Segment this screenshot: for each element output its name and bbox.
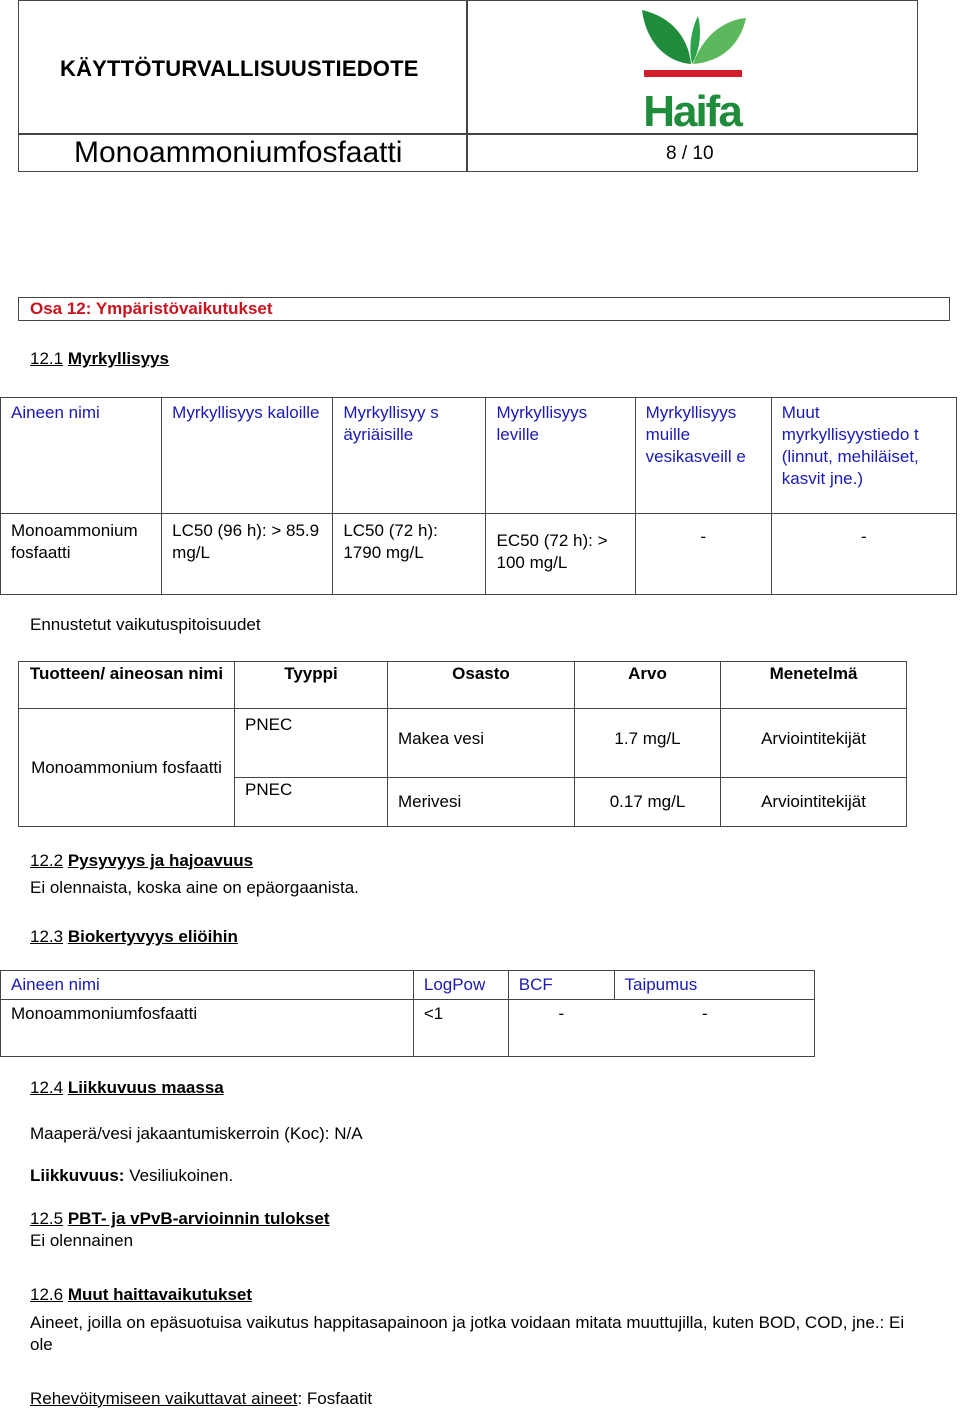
table-header-cell: Arvo <box>575 662 721 709</box>
table-cell: - <box>508 1000 614 1057</box>
table-header-cell: LogPow <box>413 971 508 1000</box>
document-title: KÄYTTÖTURVALLISUUSTIEDOTE <box>60 56 419 81</box>
eutrophication-label: Rehevöitymiseen vaikuttavat aineet <box>30 1389 298 1408</box>
subsection-12-2-text: Ei olennaista, koska aine on epäorgaanista. <box>30 878 359 897</box>
subsection-12-1-heading <box>30 349 169 369</box>
subsection-number: 12.5 <box>30 1209 64 1228</box>
table-cell: Arviointitekijät <box>721 709 907 778</box>
table-cell: EC50 (72 h): > 100 mg/L <box>486 514 635 595</box>
subsection-12-5-heading <box>30 1209 330 1229</box>
page-number: 8 / 10 <box>666 143 714 164</box>
subsection-12-3-heading <box>30 927 238 947</box>
subsection-title: Myrkyllisyys <box>67 349 169 368</box>
subsection-number: 12.6 <box>30 1285 64 1304</box>
table-cell: Arviointitekijät <box>721 778 907 827</box>
table-cell: LC50 (96 h): > 85.9 mg/L <box>162 514 333 595</box>
eutrophication-line <box>30 1389 372 1409</box>
subsection-number: 12.2 <box>30 851 64 870</box>
table-cell: Merivesi <box>388 778 575 827</box>
haifa-logo <box>636 2 748 130</box>
table-cell: PNEC <box>235 709 388 778</box>
table-header-cell: Menetelmä <box>721 662 907 709</box>
table-cell: - <box>771 514 956 595</box>
subsection-title: PBT- ja vPvB-arvioinnin tulokset <box>67 1209 330 1228</box>
toxicity-table <box>0 397 957 595</box>
table-cell: Monoammonium fosfaatti <box>1 514 162 595</box>
table-header-cell: Myrkyllisyys leville <box>486 398 635 514</box>
pnec-title: Ennustetut vaikutuspitoisuudet <box>30 615 261 634</box>
header-divider <box>466 0 468 172</box>
pnec-table <box>18 661 907 827</box>
table-header-cell: Myrkyllisyy s äyriäisille <box>333 398 486 514</box>
table-header-cell: Myrkyllisyys kaloille <box>162 398 333 514</box>
table-header-row <box>1 398 957 514</box>
subsection-number: 12.4 <box>30 1078 64 1097</box>
table-header-cell: Aineen nimi <box>1 398 162 514</box>
table-header-cell: Tuotteen/ aineosan nimi <box>19 662 235 709</box>
table-row <box>1 1000 815 1057</box>
table-cell: - <box>614 1000 815 1057</box>
table-cell: Makea vesi <box>388 709 575 778</box>
koc-text: Maaperä/vesi jakaantumiskerroin (Koc): N/A <box>30 1124 363 1143</box>
table-cell: Monoammoniumfosfaatti <box>1 1000 414 1057</box>
subsection-title: Liikkuvuus maassa <box>67 1078 224 1097</box>
table-header-cell: Muut myrkyllisyystiedo t (linnut, mehiläiset, kasvit jne.) <box>771 398 956 514</box>
subsection-number: 12.3 <box>30 927 64 946</box>
mobility-value: Vesiliukoinen. <box>129 1166 234 1185</box>
table-cell: LC50 (72 h): 1790 mg/L <box>333 514 486 595</box>
table-cell: - <box>635 514 771 595</box>
table-row <box>19 709 907 778</box>
product-name: Monoammoniumfosfaatti <box>74 136 403 169</box>
subsection-title: Muut haittavaikutukset <box>67 1285 253 1304</box>
subsection-12-2-heading <box>30 851 253 871</box>
table-header-row <box>19 662 907 709</box>
table-cell: <1 <box>413 1000 508 1057</box>
subsection-number: 12.1 <box>30 349 64 368</box>
subsection-12-4-heading <box>30 1078 224 1098</box>
table-header-cell: Taipumus <box>614 971 815 1000</box>
subsection-title: Pysyvyys ja hajoavuus <box>67 851 254 870</box>
subsection-12-6-text: Aineet, joilla on epäsuotuisa vaikutus happitasapainoon ja jotka voidaan mitata muuttujilla, kuten BOD, COD, jne.: Ei ole <box>30 1313 905 1354</box>
eutrophication-value: : Fosfaatit <box>297 1389 373 1408</box>
table-header-cell: BCF <box>508 971 614 1000</box>
table-cell: 1.7 mg/L <box>575 709 721 778</box>
table-header-cell: Aineen nimi <box>1 971 414 1000</box>
subsection-12-5-text: Ei olennainen <box>30 1231 134 1250</box>
mobility-line <box>30 1166 233 1186</box>
logo-text: Haifa <box>643 87 741 130</box>
subsection-12-6-heading <box>30 1285 252 1305</box>
table-header-row <box>1 971 815 1000</box>
table-row <box>1 514 957 595</box>
section-title: Osa 12: Ympäristövaikutukset <box>30 299 273 318</box>
table-header-cell: Tyyppi <box>235 662 388 709</box>
table-cell: Monoammonium fosfaatti <box>19 709 235 827</box>
table-header-cell: Osasto <box>388 662 575 709</box>
subsection-title: Biokertyvyys eliöihin <box>67 927 238 946</box>
mobility-label: Liikkuvuus: <box>30 1166 125 1185</box>
table-cell: PNEC <box>235 778 388 827</box>
table-cell: 0.17 mg/L <box>575 778 721 827</box>
bioaccumulation-table <box>0 970 815 1057</box>
table-header-cell: Myrkyllisyys muille vesikasveill e <box>635 398 771 514</box>
